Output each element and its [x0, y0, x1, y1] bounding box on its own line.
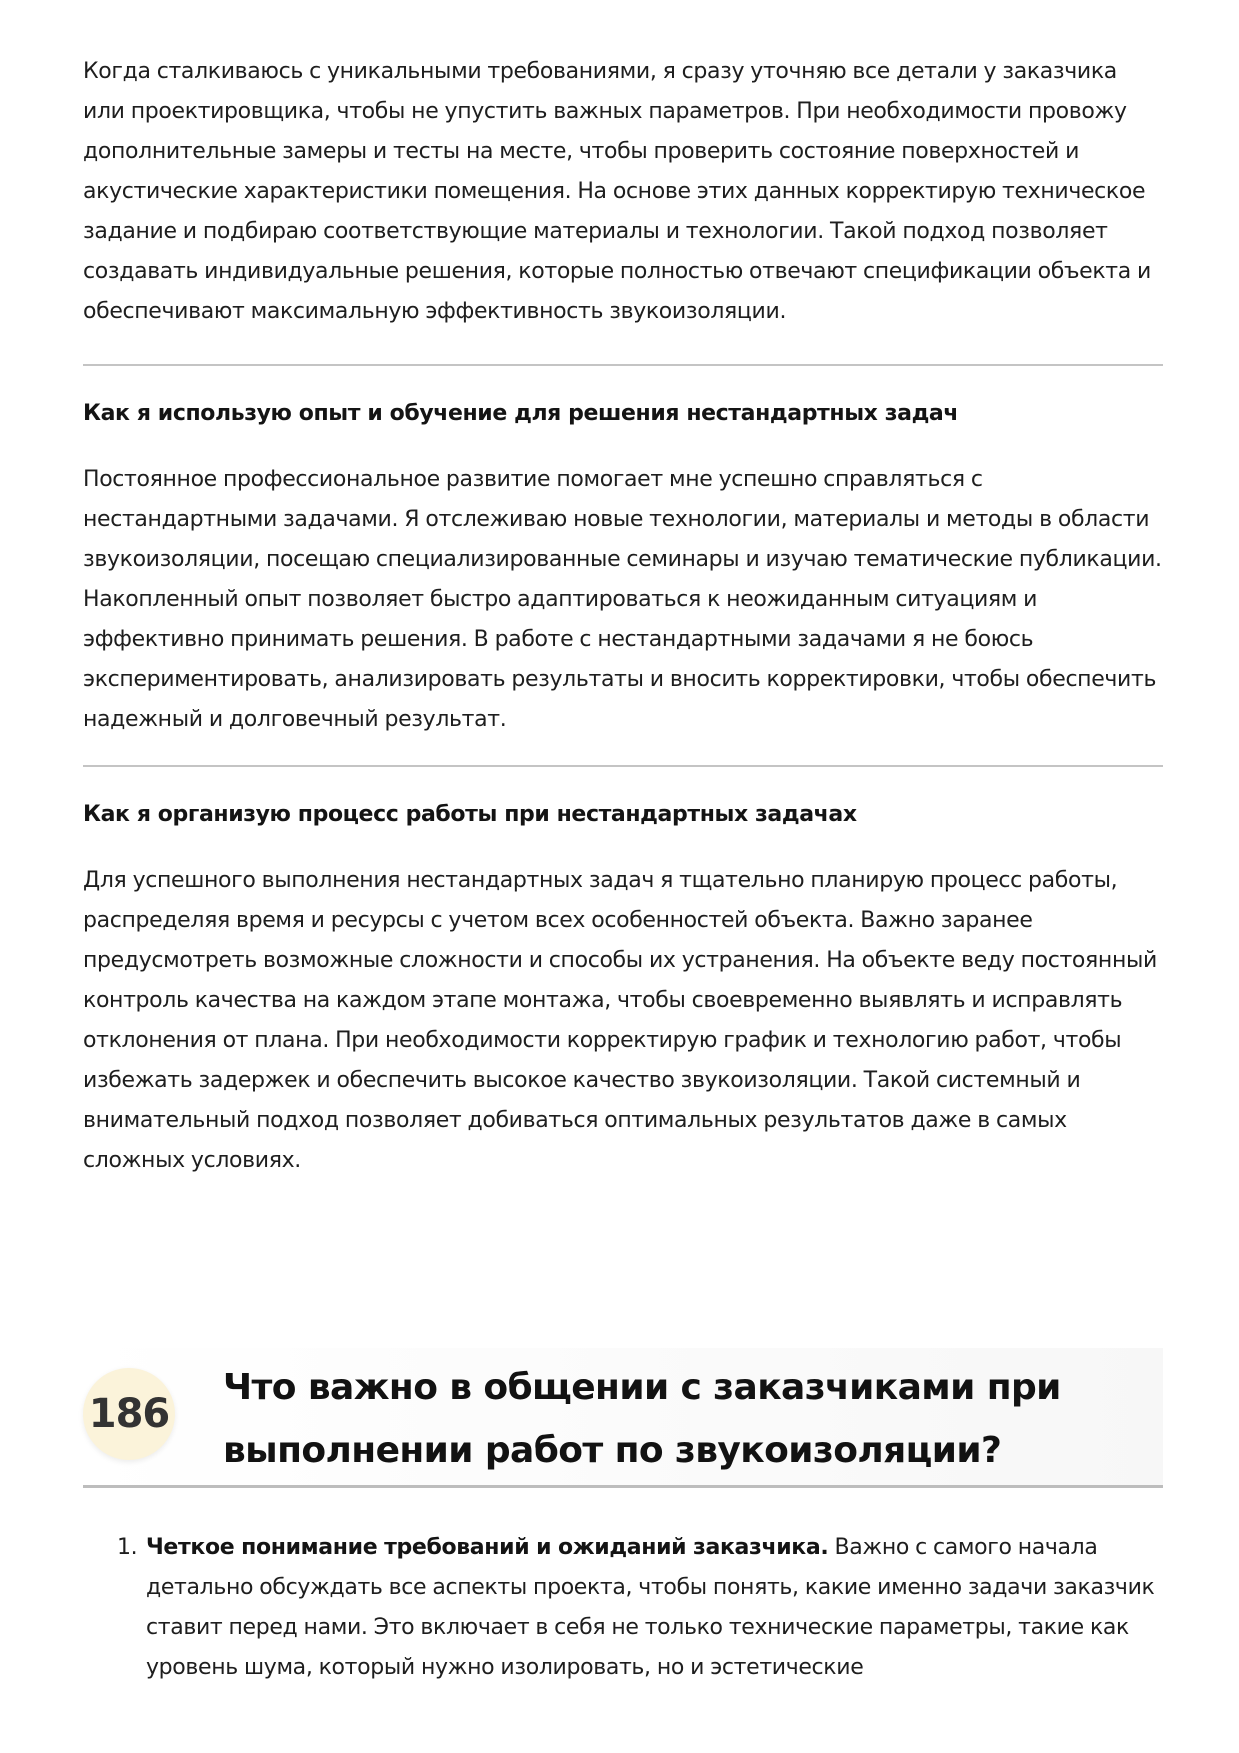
- list-item-text: Важно с самого начала детально обсуждать все аспекты проекта, чтобы понять, какие именно задачи заказчик ставит перед нами. Это включает в себя не только технические параметры, такие как уровень шума, который нужно изолировать, но и эстетические: [146, 1535, 1155, 1680]
- question-header-rule: [83, 1485, 1163, 1488]
- section-divider: [83, 364, 1163, 366]
- process-paragraph: Для успешного выполнения нестандартных задач я тщательно планирую процесс работы, распределяя время и ресурсы с учетом всех особенностей объекта. Важно заранее предусмотреть возможные сложности и способы их устранения. На объекте веду постоянный контроль качества на каждом этапе монтажа, чтобы своевременно выявлять и исправлять отклонения от плана. При необходимости корректирую график и технологию работ, чтобы избежать задержек и обеспечить высокое качество звукоизоляции. Такой системный и внимательный подход позволяет добиваться оптимальных результатов даже в самых сложных условиях.: [83, 868, 1157, 1173]
- experience-heading: Как я использую опыт и обучение для решения нестандартных задач: [83, 401, 959, 426]
- question-title: Что важно в общении с заказчиками при выполнении работ по звукоизоляции?: [223, 1367, 1061, 1471]
- question-header: [83, 1348, 1163, 1488]
- list-item: [83, 1528, 1163, 1688]
- intro-paragraph: Когда сталкиваюсь с уникальными требованиями, я сразу уточняю все детали у заказчика или проектировщика, чтобы не упустить важных параметров. При необходимости провожу дополнительные замеры и тесты на месте, чтобы проверить состояние поверхностей и акустические характеристики помещения. На основе этих данных корректирую техническое задание и подбираю соответствующие материалы и технологии. Такой подход позволяет создавать индивидуальные решения, которые полностью отвечают спецификации объекта и обеспечивают максимальную эффективность звукоизоляции.: [83, 59, 1151, 324]
- answer-list: [83, 1528, 1163, 1688]
- experience-paragraph: Постоянное профессиональное развитие помогает мне успешно справляться с нестандартными задачами. Я отслеживаю новые технологии, материалы и методы в области звукоизоляции, посещаю специализированные семинары и изучаю тематические публикации. Накопленный опыт позволяет быстро адаптироваться к неожиданным ситуациям и эффективно принимать решения. В работе с нестандартными задачами я не боюсь экспериментировать, анализировать результаты и вносить корректировки, чтобы обеспечить надежный и долговечный результат.: [83, 467, 1162, 732]
- process-heading: Как я организую процесс работы при нестандартных задачах: [83, 802, 857, 827]
- list-item-marker: 1.: [117, 1535, 138, 1560]
- question-number-badge: 186: [83, 1368, 175, 1460]
- list-item-lead: Четкое понимание требований и ожиданий заказчика.: [146, 1535, 829, 1560]
- section-divider: [83, 765, 1163, 767]
